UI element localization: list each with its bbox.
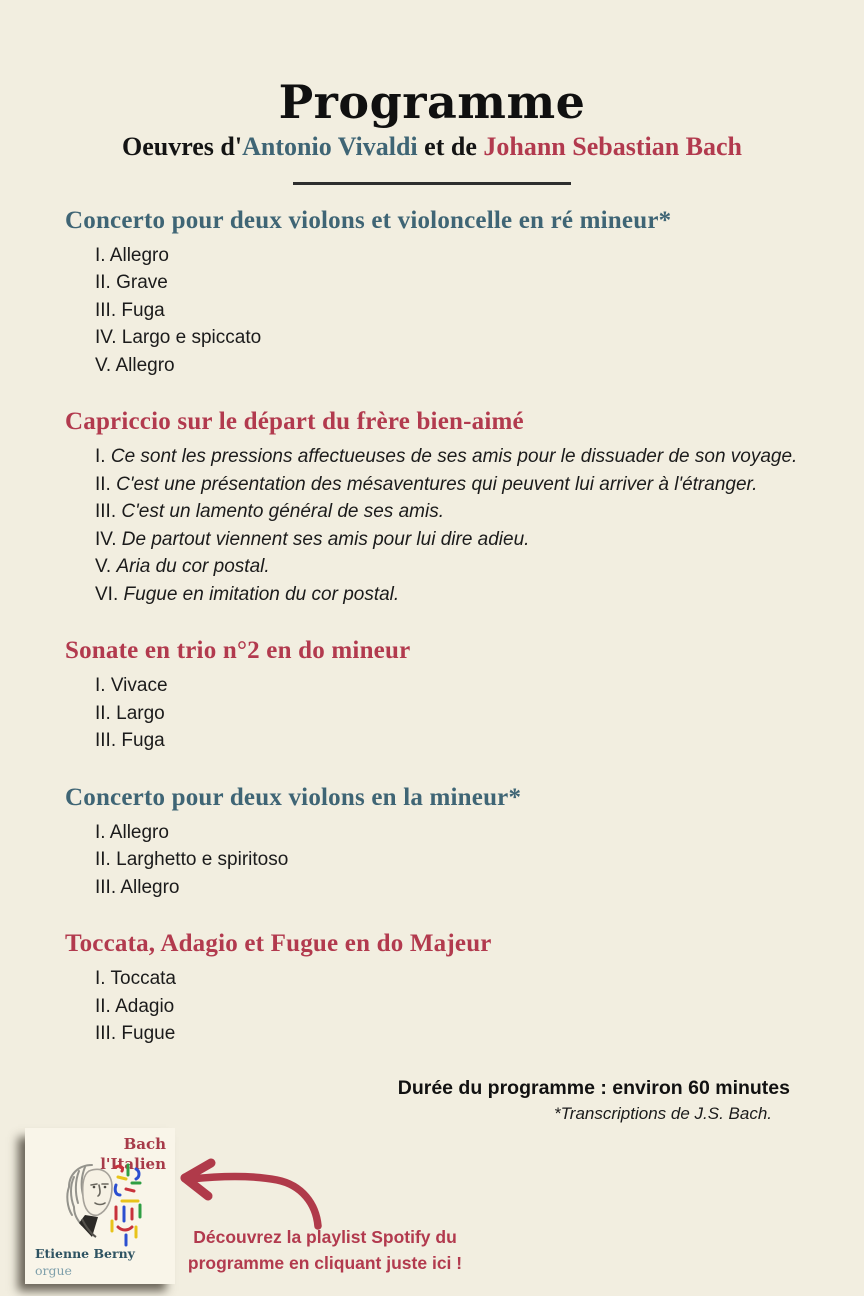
movement-list: [65, 965, 864, 1048]
movement-number: I.: [95, 446, 111, 468]
album-title-line1: Bach: [123, 1135, 166, 1153]
movement-item: [95, 672, 864, 700]
movement-number: I.: [95, 675, 111, 697]
movement-item: [95, 242, 864, 270]
movement-item: [95, 581, 864, 609]
movement-item: [95, 819, 864, 847]
subtitle: [0, 132, 864, 162]
movement-item: [95, 498, 864, 526]
movement-name: Adagio: [115, 995, 175, 1017]
movement-item: [95, 1020, 864, 1048]
movement-name: Allegro: [109, 821, 169, 843]
movement-name: Aria du cor postal.: [116, 556, 270, 578]
movement-number: V.: [95, 354, 116, 376]
movement-number: II.: [95, 849, 117, 871]
movement-item: [95, 846, 864, 874]
movement-number: III.: [95, 730, 122, 752]
movement-name: Largo: [116, 702, 165, 724]
album-instrument: orgue: [35, 1263, 72, 1278]
movement-number: III.: [95, 501, 122, 523]
programme-section: [65, 408, 864, 608]
movement-name: Ce sont les pressions affectueuses de ses amis pour le dissuader de son voyage.: [110, 446, 798, 468]
movement-item: [95, 553, 864, 581]
movement-name: De partout viennent ses amis pour lui dire adieu.: [121, 528, 530, 550]
section-title: Toccata, Adagio et Fugue en do Majeur: [65, 930, 492, 958]
programme-section: [65, 207, 864, 380]
movement-name: Toccata: [110, 968, 176, 990]
album-artist: Etienne Berny: [35, 1246, 135, 1261]
movement-list: [65, 242, 864, 380]
movement-item: [95, 443, 864, 471]
section-title: Sonate en trio n°2 en do mineur: [65, 637, 411, 665]
movement-number: III.: [95, 299, 122, 321]
movement-number: III.: [95, 876, 121, 898]
movement-item: [95, 352, 864, 380]
movement-number: IV.: [95, 528, 122, 550]
movement-name: Larghetto e spiritoso: [116, 849, 289, 871]
movement-number: VI.: [95, 583, 124, 605]
movement-list: [65, 672, 864, 755]
movement-item: [95, 269, 864, 297]
movement-item: [95, 297, 864, 325]
composer-vivaldi: Antonio Vivaldi: [242, 131, 418, 161]
movement-number: II.: [95, 995, 116, 1017]
movement-item: [95, 324, 864, 352]
movement-name: Fugue en imitation du cor postal.: [123, 583, 400, 605]
movement-item: [95, 727, 864, 755]
movement-item: [95, 965, 864, 993]
movement-list: [65, 819, 864, 902]
programme-section: [65, 930, 864, 1048]
bach-portrait-illustration: [52, 1157, 148, 1253]
programme-section: [65, 637, 864, 755]
subtitle-prefix: Oeuvres d': [121, 131, 243, 161]
movement-name: Fuga: [121, 730, 165, 752]
movement-item: [95, 874, 864, 902]
section-title: Concerto pour deux violons et violoncelle en ré mineur*: [65, 206, 672, 234]
spotify-cta-line2: programme en cliquant juste ici !: [187, 1253, 463, 1273]
movement-item: [95, 526, 864, 554]
movement-item: [95, 993, 864, 1021]
duration-text: Durée du programme : environ 60 minutes: [397, 1076, 790, 1099]
movement-item: [95, 700, 864, 728]
section-title: Capriccio sur le départ du frère bien-aimé: [65, 408, 524, 436]
movement-number: II.: [95, 473, 117, 495]
spotify-cta-line1: Découvrez la playlist Spotify du: [193, 1227, 457, 1247]
movement-number: III.: [95, 1023, 122, 1045]
divider-line: [293, 182, 571, 185]
movement-name: Largo e spiccato: [121, 327, 262, 349]
movement-number: II.: [95, 702, 117, 724]
movement-name: C'est un lamento général de ses amis.: [121, 501, 444, 523]
album-cover-link[interactable]: [25, 1128, 175, 1284]
sections-list: [65, 207, 864, 1048]
movement-name: Allegro: [109, 244, 169, 266]
movement-item: [95, 471, 864, 499]
movement-number: I.: [95, 244, 110, 266]
movement-name: Fugue: [121, 1023, 176, 1045]
movement-name: Allegro: [115, 354, 175, 376]
movement-number: I.: [95, 968, 111, 990]
movement-number: I.: [95, 821, 110, 843]
movement-name: C'est une présentation des mésaventures qui peuvent lui arriver à l'étranger.: [116, 473, 758, 495]
page-title: Programme: [278, 75, 586, 129]
section-title: Concerto pour deux violons en la mineur*: [65, 783, 522, 811]
programme-section: [65, 784, 864, 902]
movement-list: [65, 443, 864, 608]
movement-number: IV.: [95, 327, 122, 349]
movement-name: Fuga: [121, 299, 165, 321]
movement-name: Allegro: [120, 876, 180, 898]
movement-name: Vivace: [110, 675, 168, 697]
subtitle-connector: et de: [417, 131, 484, 161]
movement-number: II.: [95, 272, 117, 294]
movement-number: V.: [95, 556, 117, 578]
composer-bach: Johann Sebastian Bach: [483, 131, 743, 161]
spotify-cta-text: [165, 1224, 485, 1276]
album-title-line2: l'Italien: [100, 1154, 166, 1173]
movement-name: Grave: [116, 272, 168, 294]
transcription-note: *Transcriptions de J.S. Bach.: [554, 1103, 772, 1123]
